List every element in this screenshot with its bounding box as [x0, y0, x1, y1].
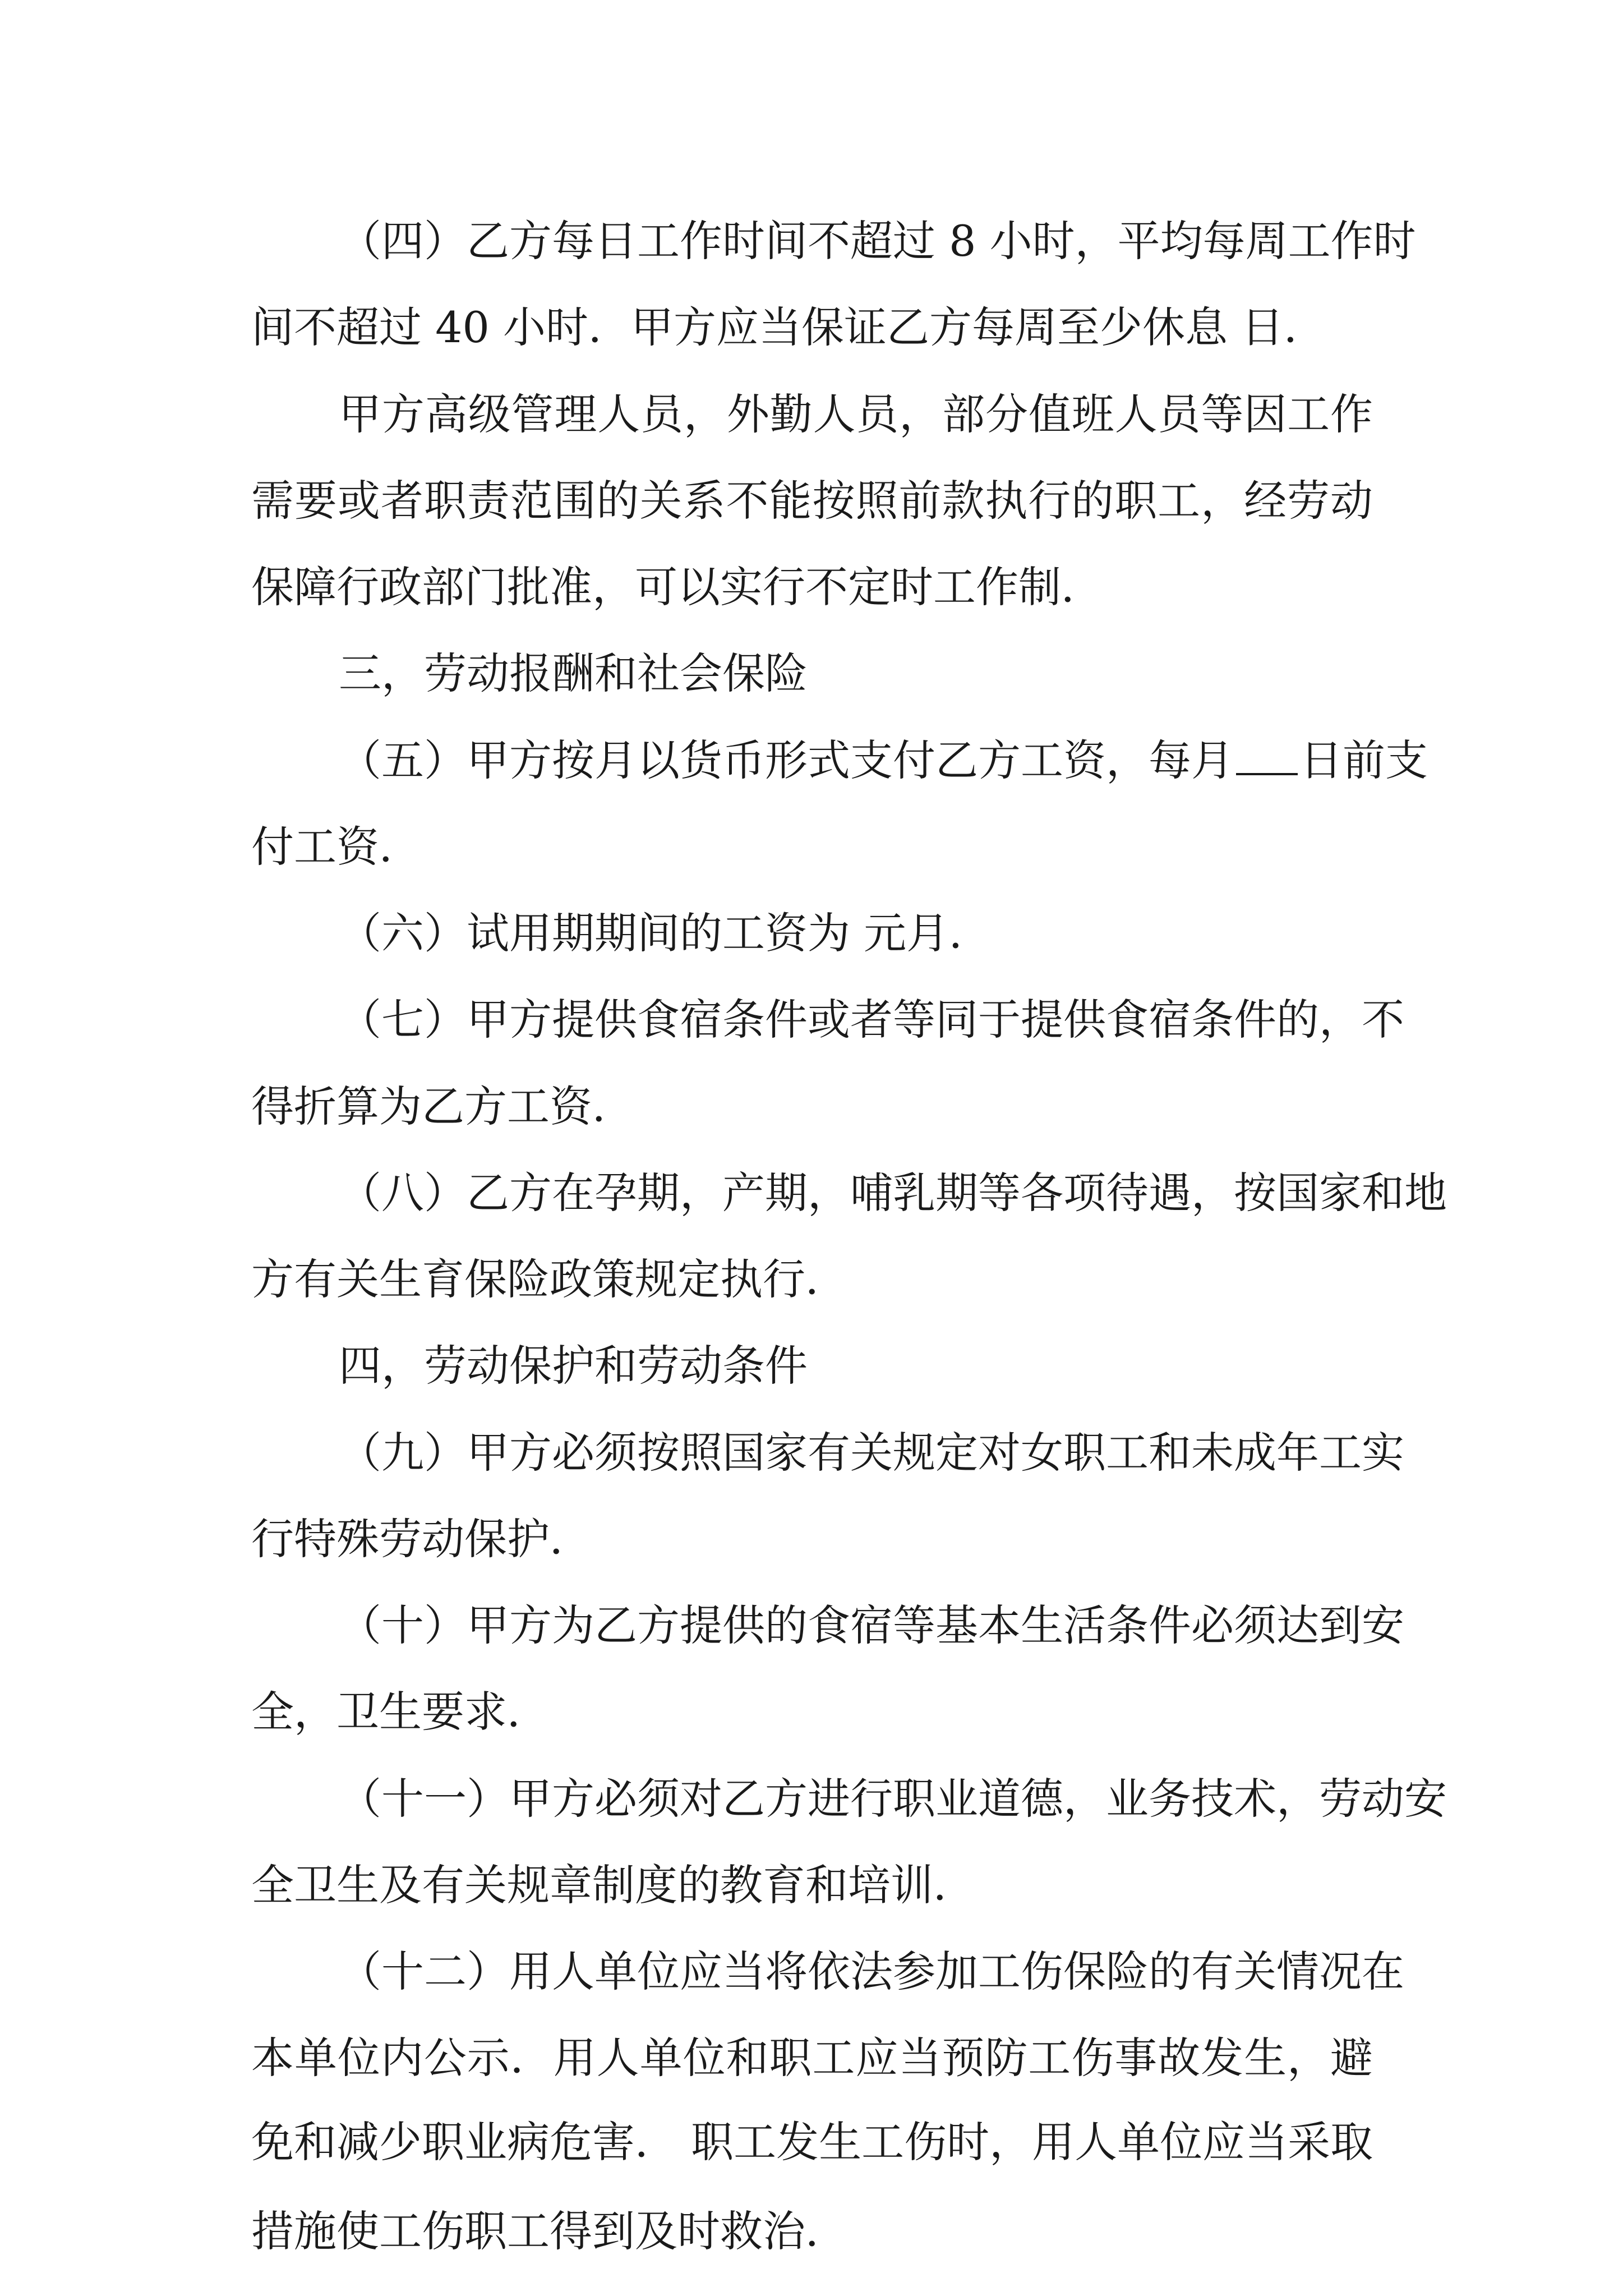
text-line: 全，卫生要求． — [251, 1687, 550, 1737]
section-heading: 三，劳动报酬和社会保险 — [339, 648, 808, 698]
text-line: 行特殊劳动保护． — [251, 1514, 592, 1564]
text-line: （六）试用期期间的工资为 元月． — [339, 908, 992, 958]
text-line: 措施使工伤职工得到及时救治． — [251, 2206, 848, 2256]
text-line: 付工资． — [251, 822, 422, 872]
text-line: 甲方高级管理人员，外勤人员，部分值班人员等因工作 — [339, 389, 1373, 439]
text-line: 全卫生及有关规章制度的教育和培训． — [251, 1860, 976, 1910]
text-line: （十）甲方为乙方提供的食宿等基本生活条件必须达到安 — [339, 1600, 1404, 1650]
text-line: 得折算为乙方工资． — [251, 1082, 635, 1131]
text-line: 本单位内公示．用人单位和职工应当预防工伤事故发生，避 — [251, 2033, 1373, 2083]
text-segment: （五）甲方按月以货币形式支付乙方工资，每月 — [339, 735, 1234, 785]
section-heading: 四，劳动保护和劳动条件 — [339, 1341, 808, 1391]
text-line: 免和减少职业病危害． 职工发生工伤时，用人单位应当采取 — [251, 2117, 1373, 2167]
fill-in-blank — [1236, 770, 1298, 775]
text-line: 方有关生育保险政策规定执行． — [251, 1254, 848, 1304]
text-segment: 日前支 — [1300, 735, 1428, 785]
text-line: （七）甲方提供食宿条件或者等同于提供食宿条件的，不 — [339, 995, 1404, 1045]
text-line: （十二）用人单位应当将依法参加工伤保险的有关情况在 — [339, 1947, 1404, 1996]
text-line: （十一）甲方必须对乙方进行职业道德，业务技术，劳动安 — [339, 1774, 1447, 1824]
text-line — [339, 730, 1428, 792]
text-line: （四）乙方每日工作时间不超过 8 小时，平均每周工作时 — [339, 216, 1416, 266]
text-line: 需要或者职责范围的关系不能按照前款执行的职工，经劳动 — [251, 476, 1373, 526]
text-line: （九）甲方必须按照国家有关规定对女职工和未成年工实 — [339, 1428, 1404, 1478]
text-line: 保障行政部门批准，可以实行不定时工作制． — [251, 562, 1104, 612]
text-line: （八）乙方在孕期，产期，哺乳期等各项待遇，按国家和地 — [339, 1168, 1447, 1218]
text-line: 间不超过 40 小时．甲方应当保证乙方每周至少休息 日． — [251, 302, 1327, 352]
